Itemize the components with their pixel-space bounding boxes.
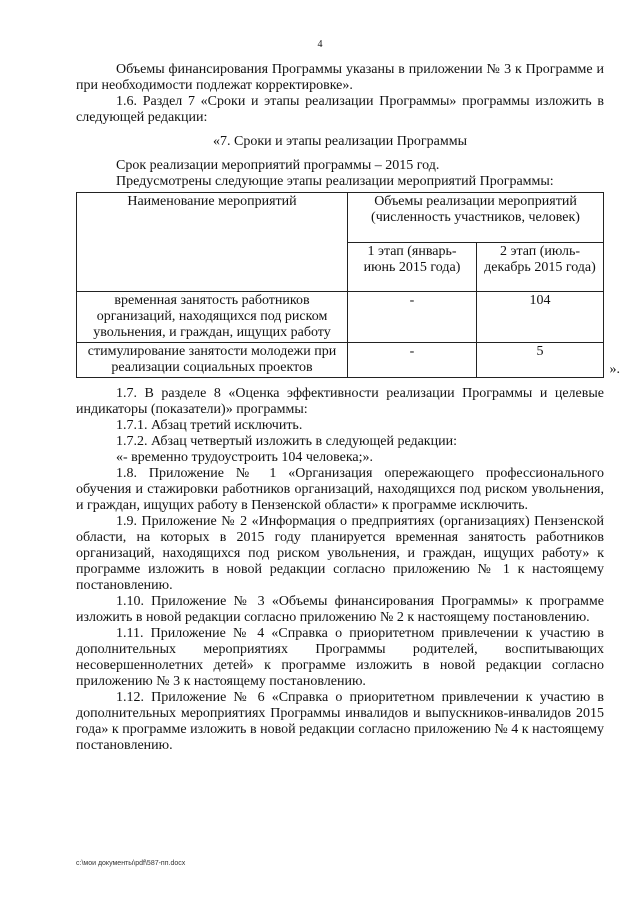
document-body [76,62,620,754]
paragraph-1-7: 1.7. В разделе 8 «Оценка эффективности реализации Программы и целевые индикаторы (показатели)» программы: [76,386,604,417]
row-activity-name: временная занятость работников организаций, находящихся под риском увольнения, и граждан, ищущих работу [77,292,348,343]
page-number: 4 [317,39,323,50]
header-activity-name: Наименование мероприятий [77,193,348,292]
closing-quote: ». [609,362,620,377]
stages-table [76,192,604,378]
table-row [77,292,604,343]
paragraph-1-10: 1.10. Приложение № 3 «Объемы финансирования Программы» к программе изложить в новой редакции согласно приложению № 2 к настоящему постановлению. [76,594,604,625]
row-activity-name: стимулирование занятости молодежи при реализации социальных проектов [77,343,348,378]
paragraph-1-7-1: 1.7.1. Абзац третий исключить. [116,418,303,433]
header-volumes: Объемы реализации мероприятий (численность участников, человек) [348,193,604,243]
paragraph-1-8: 1.8. Приложение № 1 «Организация опережающего профессионального обучения и стажировки работников организаций, находящихся под риском увольнения, и граждан, ищущих работу в Пензенской области» к программе исключить. [76,466,604,513]
paragraph-quote-104: «- временно трудоустроить 104 человека;». [116,450,374,465]
term-line: Срок реализации мероприятий программы – 2015 год. [116,158,440,173]
paragraph-1-9: 1.9. Приложение № 2 «Информация о предприятиях (организациях) Пензенской области, на которых в 2015 году планируется временная занятость работников организаций, находящихся под риском увольнения, и граждан, ищущих работу» к программе изложить в новой редакции согласно приложению № 1 к настоящему постановлению. [76,514,604,593]
row-stage-2-value: 5 [477,343,604,378]
stages-table-wrapper [76,192,620,378]
row-stage-2-value: 104 [477,292,604,343]
section-title: «7. Сроки и этапы реализации Программы [213,134,467,149]
table-row [77,343,604,378]
stages-line: Предусмотрены следующие этапы реализации мероприятий Программы: [116,174,554,189]
footer-file-path: c:\мои документы\pdf\587-пп.docx [76,860,186,867]
header-stage-2: 2 этап (июль-декабрь 2015 года) [477,242,604,292]
header-stage-1: 1 этап (январь-июнь 2015 года) [348,242,477,292]
paragraph-financing: Объемы финансирования Программы указаны в приложении № 3 к Программе и при необходимости подлежат корректировке». [76,62,604,93]
paragraph-1-12: 1.12. Приложение № 6 «Справка о приоритетном привлечении к участию в дополнительных мероприятиях Программы инвалидов и выпускников-инвалидов 2015 года» к программе изложить в новой редакции согласно приложению № 4 к настоящему постановлению. [76,690,604,753]
row-stage-1-value: - [348,292,477,343]
paragraph-1-7-2: 1.7.2. Абзац четвертый изложить в следующей редакции: [116,434,457,449]
paragraph-1-11: 1.11. Приложение № 4 «Справка о приоритетном привлечении к участию в дополнительных мероприятиях Программы родителей, воспитывающих несовершеннолетних детей» к программе изложить в новой редакции согласно приложению № 3 к настоящему постановлению. [76,626,604,689]
paragraph-1-6: 1.6. Раздел 7 «Сроки и этапы реализации Программы» программы изложить в следующей редакции: [76,94,604,125]
row-stage-1-value: - [348,343,477,378]
